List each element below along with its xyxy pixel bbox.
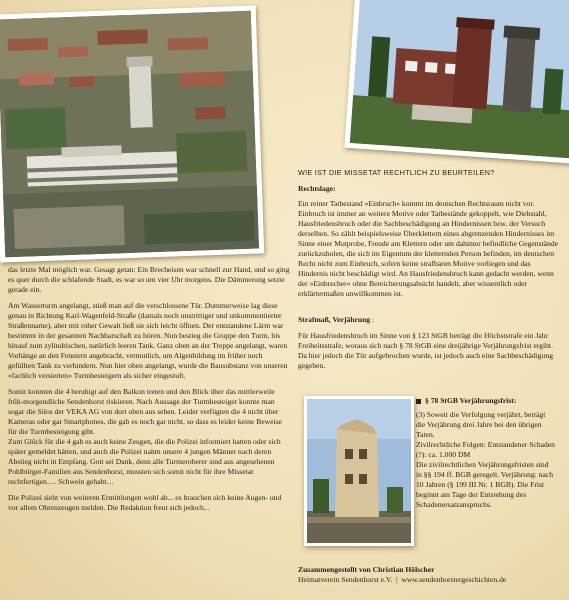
water-tower-image (350, 0, 569, 159)
ruined-tower-image (307, 399, 411, 543)
ruined-tower-photo (304, 396, 414, 546)
bullet-square-icon (416, 399, 421, 404)
left-paragraph-4: Die Polizei sieht von weiteren Ermittlungen wohl ab... es brauchen sich keine Augen- und vor allem Ohrenzeugen melden. Die Redaktion freut sich jedoch... (8, 493, 282, 512)
right-column (298, 168, 560, 377)
strafmass-label: Strafmaß, Verjährung (298, 315, 371, 324)
left-paragraph-3: Somit konnten die 4 beruhigt auf den Balkon treten und den Blick über das mittlerweile früh-morgendliche Sendenhorst riskieren. Nach Aussage der Turmbesteiger konnte man sogar die Silos der VEKA AG von dort oben aus sehen. Leider verfügten die 4 nicht über Kameras oder gar Smartphones, die gab es noch gar nicht, so dass es leider keine Beweise für die Turmbesteigung gibt. Zum Glück für die 4 gab es auch keine Zeugen, die die Polizei informiert hatten oder sich später gemeldet hätten, und auch die Polizei nahm unsere 4 jungen Männer nach deren Abstieg nicht in Empfang. Gott sei Dank, denn alle Turmeroberer sind aus angesehenen Pohlbürger-Familien aus Sendenhorst, mussten sich somit nicht für ihre Missetat rechtfertigen…. Schwein gehabt… (8, 387, 282, 486)
aerial-photo (0, 5, 264, 262)
verjaehrung-title: § 78 StGB Verjährungsfrist: (425, 396, 517, 405)
rechtslage-text: Ein reiner Tatbestand »Einbruch« kommt im deutschen Rechtsraum nicht vor. Einbruch ist immer an weitere Motive oder Tatbestände gekoppelt, wie Diebstahl, Hausfriedensbruch oder die Sachbeschädigung an Hindernissen bzw. der Versuch derselben. So zählt beispielsweise Überklettern eines abgrenzenden Hindernisses im Sinne einer Mutprobe, Freude am Klettern oder um dahinter befindliche Gegenstände zurückzuholen, die sich im Eigentum der kletternden Person befinden, im deutschen Recht nicht zum Einbruch, sofern keine strafbaren Motive vorliegen und das Hindernis nicht beschädigt wird. An Hausfriedensbruch kann gedacht werden, wenn der »Einbrecher« ohne Bereicherungsabsicht handelt, aber wissentlich oder erklärtermaßen unwillkommen ist. (298, 199, 559, 298)
strafmass-colon: : (370, 315, 375, 324)
verjaehrung-text: (3) Soweit die Verfolgung verjährt, beträgt die Verjährung drei Jahre bei den übrigen Taten. Zivilrechtliche Folgen: Entstandener Schaden (?): ca. 1.000 DM Die zivilrechtlichen Verjährungsfristen sind in §§ 194 ff. BGB geregelt. Verjährung: nach 10 Jahren (§ 199 III Nr. 1 BGB). Die Frist beginnt am Tage der Entstehung des Schadenersatzanspruchs. (416, 410, 555, 509)
credit-block (298, 565, 560, 585)
water-tower-photo (344, 0, 569, 164)
strafmass-text: Für Hausfriedensbruch im Sinne von § 123 StGB beträgt die Höchststrafe ein Jahr Freiheitsstrafe, woraus sich nach § 78 StGB eine dreijährige Verjährungsfrist ergibt. Da hier jedoch die Tür aufgebrochen wurde, ist jedoch auch eine Sachbeschädigung gegeben. (298, 331, 553, 370)
verjaehrung-title-row (416, 396, 556, 406)
verjaehrung-box (416, 396, 556, 510)
left-paragraph-1: das letzte Mal möglich war. Gesagt getan: Ein Brecheisen war schnell zur Hand, und so ging es quer durch die schlafende Stadt, es war so um vier Uhr morgens. Die Dämmerung setzte gerade ein. (8, 265, 290, 294)
left-column (8, 265, 290, 519)
credit-line: Heimatverein Sendenhorst e.V. | www.sendenhorstergeschichten.de (298, 575, 507, 584)
aerial-town-image (0, 11, 259, 258)
left-paragraph-2: Am Wasserturm angelangt, stieß man auf die verschlossene Tür. Dummerweise lag diese genau in Richtung Karl-Wagenfeld-Straße (damals noch unstrittiger und unkommentierter Straßenname), aber mit roher Gewalt ließ sie sich leicht öffnen. Der entstandene Lärm war bestimmt in der gesamten Nachbarschaft zu hören. Nun bestieg die Gruppe den Turm, bis hinauf zum zylindrischen, natürlich leeren Tank. Ganz oben an der Treppe angelangt, waren Vorhänge an den Fenstern angebracht, vermutlich, um Algenbildung im früher noch gefüllten Tank zu verhindern. Nun hier oben angelangt, wurde die Bausubstanz von unseren »fachlich versierten« Turmbesteigern als sicher eingestuft. (8, 301, 288, 380)
credit-title: Zusammengestellt von Christian Hölscher (298, 565, 435, 574)
rechtslage-label: Rechtslage: (298, 184, 336, 193)
section-heading: WIE IST DIE MISSETAT RECHTLICH ZU BEURTEILEN? (298, 168, 495, 177)
